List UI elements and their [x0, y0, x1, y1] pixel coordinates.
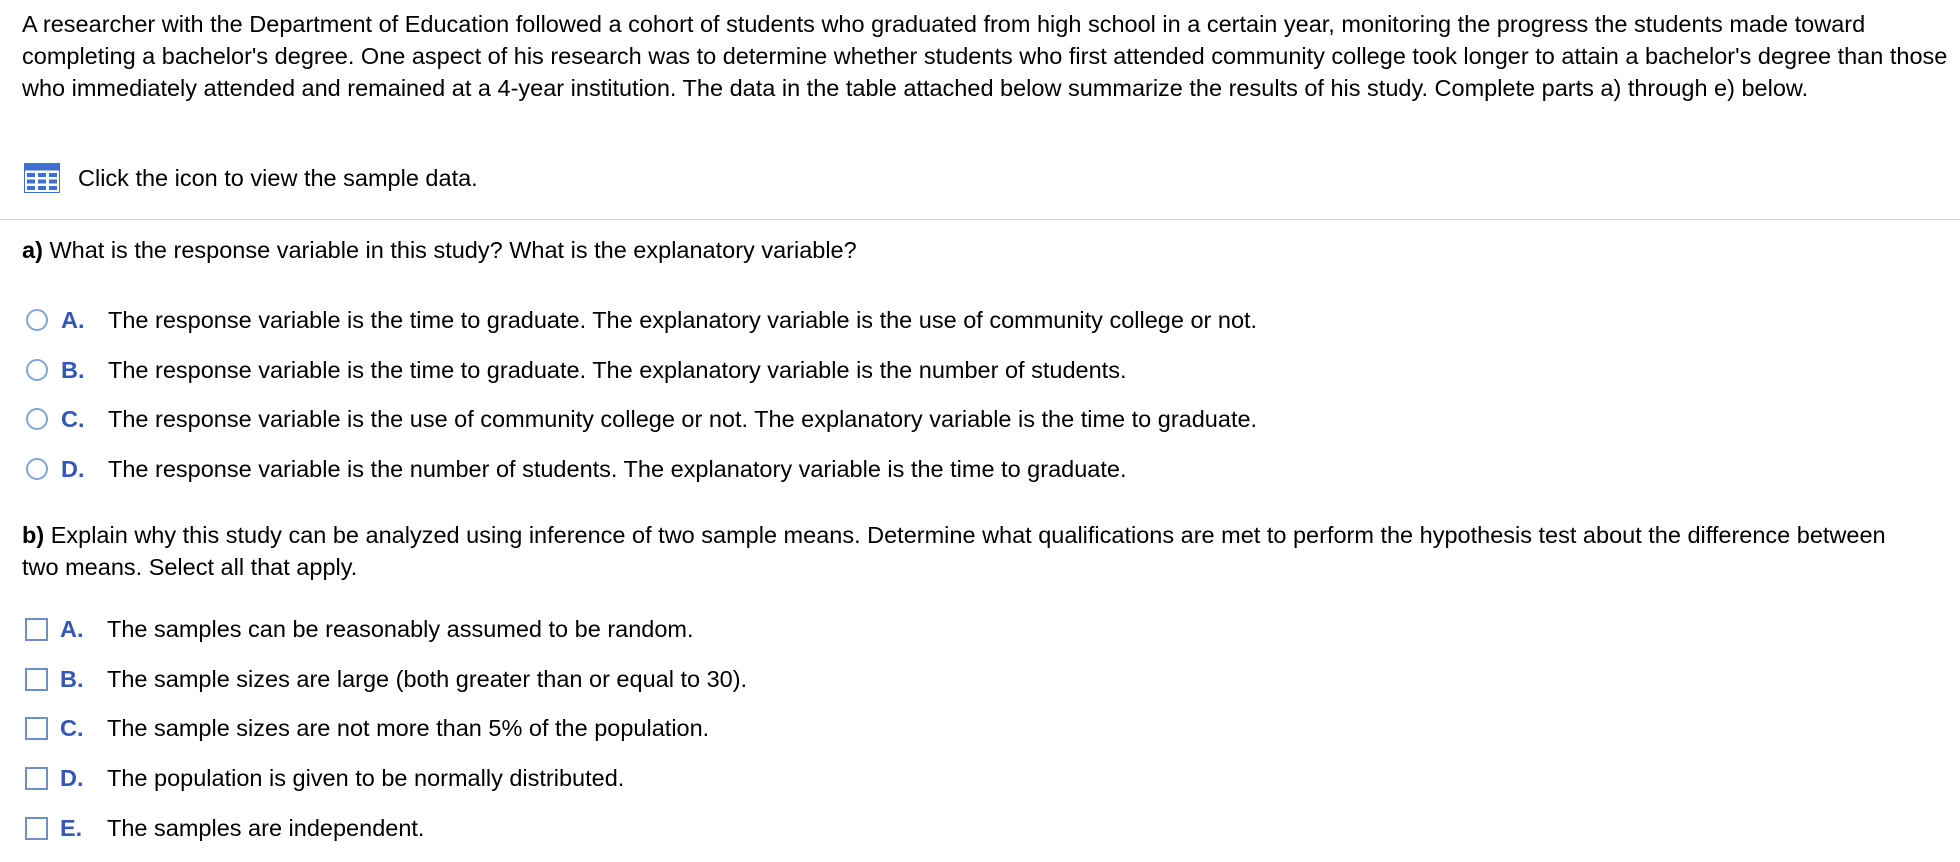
option-letter: A.	[61, 306, 85, 333]
part-a-option-a[interactable]	[26, 304, 1257, 336]
part-b-question	[22, 519, 1922, 583]
view-sample-data-label[interactable]: Click the icon to view the sample data.	[78, 164, 478, 191]
part-a-option-b[interactable]	[26, 354, 1126, 386]
part-a-label: a)	[22, 237, 43, 263]
radio-button[interactable]	[26, 309, 48, 331]
part-a-question	[22, 234, 1922, 266]
part-a-question-text: What is the response variable in this study? What is the explanatory variable?	[49, 237, 857, 263]
option-text: The response variable is the use of community college or not. The explanatory variable is the time to graduate.	[108, 405, 1258, 432]
part-a-option-d[interactable]	[26, 453, 1126, 485]
checkbox[interactable]	[25, 817, 48, 840]
part-b-option-d[interactable]	[25, 762, 624, 794]
part-b-label: b)	[22, 522, 45, 548]
view-sample-data-link[interactable]	[24, 162, 478, 194]
radio-button[interactable]	[26, 359, 48, 381]
section-divider	[0, 219, 1960, 220]
option-letter: D.	[60, 764, 84, 791]
part-b-option-c[interactable]	[25, 712, 709, 744]
part-b-option-b[interactable]	[25, 663, 747, 695]
radio-button[interactable]	[26, 408, 48, 430]
part-b-option-a[interactable]	[25, 613, 694, 645]
option-text: The response variable is the time to graduate. The explanatory variable is the use of community college or not.	[108, 306, 1258, 333]
checkbox[interactable]	[25, 767, 48, 790]
radio-button[interactable]	[26, 458, 48, 480]
part-b-question-text: Explain why this study can be analyzed using inference of two sample means. Determine what qualifications are met to perform the hypothesis test about the difference between two means. Select all that apply.	[22, 522, 1886, 580]
checkbox[interactable]	[25, 668, 48, 691]
part-b-option-e[interactable]	[25, 812, 424, 844]
checkbox[interactable]	[25, 717, 48, 740]
option-letter: B.	[61, 356, 85, 383]
option-text: The response variable is the time to graduate. The explanatory variable is the number of students.	[108, 356, 1127, 383]
option-text: The sample sizes are large (both greater than or equal to 30).	[107, 665, 748, 692]
option-text: The response variable is the number of students. The explanatory variable is the time to graduate.	[108, 455, 1127, 482]
option-letter: C.	[60, 714, 84, 741]
option-letter: A.	[60, 615, 84, 642]
option-letter: B.	[60, 665, 84, 692]
option-text: The population is given to be normally distributed.	[107, 764, 625, 791]
option-letter: E.	[60, 814, 83, 841]
table-grid-icon[interactable]	[24, 163, 60, 193]
option-text: The sample sizes are not more than 5% of the population.	[107, 714, 710, 741]
part-a-option-c[interactable]	[26, 403, 1257, 435]
option-letter: D.	[61, 455, 85, 482]
option-text: The samples can be reasonably assumed to be random.	[107, 615, 694, 642]
problem-statement: A researcher with the Department of Education followed a cohort of students who graduated from high school in a certain year, monitoring the progress the students made toward completing a bachelor's degree. One aspect of his research was to determine whether students who first attended community college took longer to attain a bachelor's degree than those who immediately attended and remained at a 4-year institution. The data in the table attached below summarize the results of his study. Complete parts a) through e) below.	[22, 11, 1948, 101]
checkbox[interactable]	[25, 618, 48, 641]
option-letter: C.	[61, 405, 85, 432]
option-text: The samples are independent.	[107, 814, 425, 841]
